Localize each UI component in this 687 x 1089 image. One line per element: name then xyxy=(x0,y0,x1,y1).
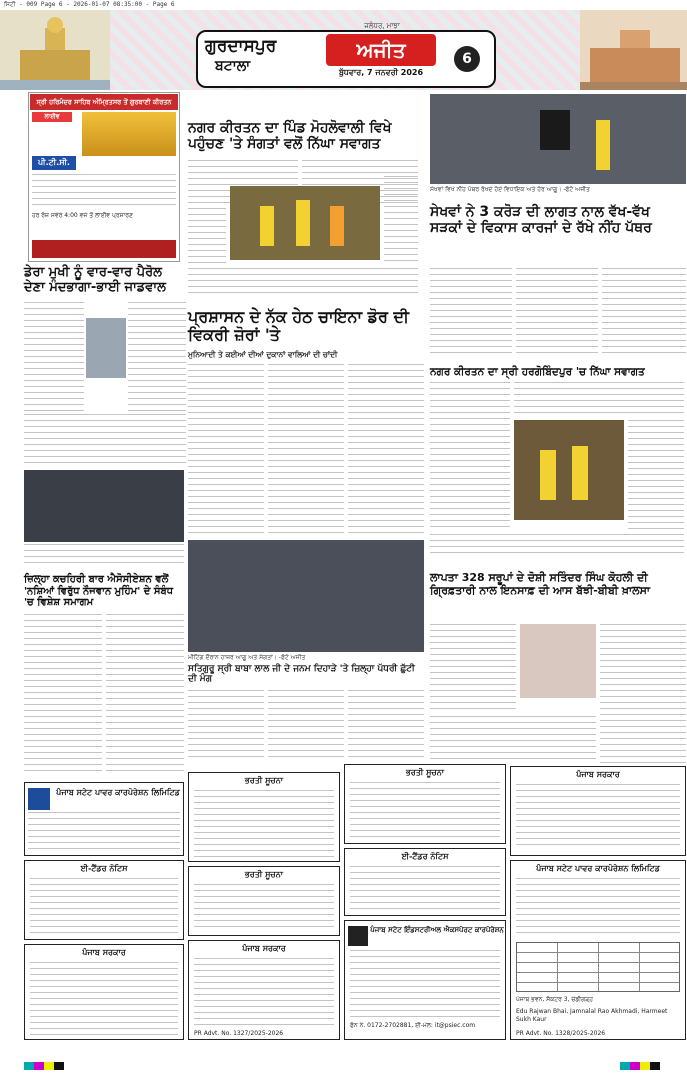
page-number-badge: 6 xyxy=(454,46,480,72)
psiec-body xyxy=(350,950,500,1020)
headline-sekhwan-roads: ਸੇਖਵਾਂ ਨੇ 3 ਕਰੋੜ ਦੀ ਲਾਗਤ ਨਾਲ ਵੱਖ-ਵੱਖ ਸੜਕਾਂ ਦੇ ਵਿਕਾਸ ਕਾਰਜਾਂ ਦੇ ਰੱਖੇ ਨੀਂਹ ਪੱਥਰ xyxy=(430,204,652,237)
tender-ad-left-2-body xyxy=(30,962,178,1036)
pspcl-title: ਪੰਜਾਬ ਸਟੇਟ ਪਾਵਰ ਕਾਰਪੋਰੇਸ਼ਨ ਲਿਮਿਟਿਡ xyxy=(56,788,180,797)
headline-missing-saroops: ਲਾਪਤਾ 328 ਸਰੂਪਾਂ ਦੇ ਦੋਸ਼ੀ ਸਤਿੰਦਰ ਸਿੰਘ ਕੋਹਲੀ ਦੀ ਗ੍ਰਿਫ਼ਤਾਰੀ ਨਾਲ ਇਨਸਾਫ਼ ਦੀ ਆਸ ਬੱਝੀ-ਬੀਬੀ ਖ਼ਾਲਸਾ xyxy=(430,571,651,597)
headline-bar-association: ਜ਼ਿਲ੍ਹਾ ਕਚਹਿਰੀ ਬਾਰ ਐਸੋਸੀਏਸ਼ਨ ਵਲੋਂ 'ਨਸ਼ਿਆਂ ਵਿਰੁੱਧ ਨੌਜਵਾਨ ਮੁਹਿੰਮ' ਦੇ ਸੰਬੰਧ 'ਚ ਵਿਸ਼ੇਸ਼ ਸਮਾਗਮ xyxy=(24,574,174,608)
headline-baba-lal-holiday: ਸਤਿਗੁਰੂ ਸ੍ਰੀ ਬਾਬਾ ਲਾਲ ਜੀ ਦੇ ਜਨਮ ਦਿਹਾੜੇ 'ਤੇ ਜ਼ਿਲ੍ਹਾ ਪੱਧਰੀ ਛੁੱਟੀ ਦੀ ਮੰਗ xyxy=(188,664,415,685)
psiec-title: ਪੰਜਾਬ ਸਟੇਟ ਇੰਡਸਟਰੀਅਲ ਐਕਸਪੋਰਟ ਕਾਰਪੋਰੇਸ਼ਨ xyxy=(370,926,504,934)
panj-pyare-2 xyxy=(572,446,588,500)
recruitment-ad-2-title: ਭਰਤੀ ਸੂਚਨਾ xyxy=(244,870,284,879)
article-a1-col5 xyxy=(188,268,418,298)
pspcl-right-ad-table xyxy=(516,942,680,992)
article-a3-col3 xyxy=(602,268,686,358)
article-dera-col2 xyxy=(128,302,186,412)
masthead-tagline: ਜਲੰਧਰ, ਮਾਝਾ xyxy=(364,22,400,30)
ptc-logo: ਪੀ.ਟੀ.ਸੀ. xyxy=(32,156,76,170)
article-a4-col2 xyxy=(268,364,344,534)
psiec-contact: ਫੋਨ ਨੰ. 0172-2702881, ਈ-ਮੇਲ: it@psiec.com xyxy=(350,1022,476,1029)
subhead-china-dor: ਮੁਨਿਆਦੀ ਤੇ ਕਈਆਂ ਦੀਆਂ ਦੁਕਾਨਾਂ ਵਾਲਿਆਂ ਦੀ ਚਾਂਦੀ xyxy=(188,350,338,359)
ptc-ad-footer xyxy=(32,240,176,258)
color-registration-bar-right xyxy=(620,1062,660,1070)
punjab-govt-ad-right-body xyxy=(516,784,680,850)
article-a3-col2 xyxy=(516,268,598,358)
article-a5-col2 xyxy=(514,382,684,418)
headline-china-dor: ਪ੍ਰਸ਼ਾਸਨ ਦੇ ਨੱਕ ਹੇਠ ਚਾਇਨਾ ਡੋਰ ਦੀ ਵਿਕਰੀ ਜ਼ੋਰਾਂ 'ਤੇ xyxy=(188,307,409,345)
headline-nagar-kirtan-moholowali: ਨਗਰ ਕੀਰਤਨ ਦਾ ਪਿੰਡ ਮੋਹਲੋਵਾਲੀ ਵਿਖੇ ਪਹੁੰਚਣ 'ਤੇ ਸੰਗਤਾਂ ਵਲੋਂ ਨਿੱਘਾ ਸਵਾਗਤ xyxy=(188,120,392,153)
bharti-suchna-ad-title: ਭਰਤੀ ਸੂਚਨਾ xyxy=(405,768,445,777)
article-dera-col3 xyxy=(24,414,186,464)
foundation-stone xyxy=(540,110,570,150)
article-a1-col3 xyxy=(188,208,226,264)
ptc-ad-text xyxy=(32,174,176,210)
color-registration-bar xyxy=(24,1062,64,1070)
bharti-suchna-ad-body xyxy=(350,782,500,840)
sekhwan-photo-caption: ਸੇਖਵਾਂ ਵਿਖੇ ਨੀਂਹ ਪੱਥਰ ਰੱਖਦੇ ਹੋਏ ਵਿਧਾਇਕ ਅਤੇ ਹੋਰ ਆਗੂ। -ਫੋਟੋ ਅਜੀਤ xyxy=(430,186,590,193)
meeting-photo-caption xyxy=(24,544,184,568)
pspcl-body xyxy=(28,812,180,852)
pspcl-right-ad-title: ਪੰਜਾਬ ਸਟੇਟ ਪਾਵਰ ਕਾਰਪੋਰੇਸ਼ਨ ਲਿਮਿਟਿਡ xyxy=(536,864,660,873)
headline-nagar-kirtan-hargobindpur: ਨਗਰ ਕੀਰਤਨ ਦਾ ਸ੍ਰੀ ਹਰਗੋਬਿੰਦਪੁਰ 'ਚ ਨਿੱਘਾ ਸਵਾਗਤ xyxy=(430,366,645,378)
tender-ad-left-1-title: ਈ-ਟੈਂਡਰ ਨੋਟਿਸ xyxy=(80,864,128,873)
sangat-figure-3 xyxy=(330,206,344,246)
article-a8-col2 xyxy=(268,690,344,760)
punjab-govt-ad-center-advt-no: PR Advt. No. 1327/2025-2026 xyxy=(194,1030,284,1037)
group-photo-baba-lal xyxy=(188,540,424,652)
article-a5-col1 xyxy=(430,382,510,532)
article-a5-footer xyxy=(430,534,684,558)
panj-pyare-1 xyxy=(540,450,556,500)
ptc-ad-time: ਹਰ ਰੋਜ਼ ਸਵੇਰੇ 4:00 ਵਜੇ ਤੋਂ ਲਾਈਵ ਪ੍ਰਸਾਰਣ xyxy=(32,212,133,219)
recruitment-ad-1-title: ਭਰਤੀ ਸੂਚਨਾ xyxy=(244,776,284,785)
headline-dera-parole: ਡੇਰਾ ਮੁਖੀ ਨੂੰ ਵਾਰ-ਵਾਰ ਪੈਰੋਲ ਦੇਣਾ ਮੰਦਭਾਗਾ-ਭਾਈ ਜਾਡਵਾਲ xyxy=(24,265,166,295)
golden-temple-photo xyxy=(82,112,176,156)
article-a7-col2 xyxy=(430,716,596,764)
portrait-photo xyxy=(86,318,126,378)
article-a7-col1 xyxy=(430,624,516,714)
pspcl-logo xyxy=(28,788,50,810)
golden-temple-illustration xyxy=(0,10,110,90)
punjab-govt-ad-center-body xyxy=(194,958,334,1028)
sangat-figure-1 xyxy=(260,206,274,246)
masthead-subcity: ਬਟਾਲਾ xyxy=(215,58,251,74)
print-info-line: ਸਿਟੀ - 009 Page 6 - 2026-01-07 08:35:00 - Page 6 xyxy=(4,1,175,8)
group-photo-caption: ਮੀਟਿੰਗ ਦੌਰਾਨ ਹਾਜ਼ਰ ਆਗੂ ਅਤੇ ਸੰਗਤਾਂ। -ਫੋਟੋ ਅਜੀਤ xyxy=(188,654,306,661)
punjab-bhawan: ਪੰਜਾਬ ਭਵਨ, ਸੈਕਟਰ 3, ਚੰਡੀਗੜ੍ਹ xyxy=(516,996,593,1003)
meeting-photo xyxy=(24,470,184,542)
article-bar-col2 xyxy=(106,614,184,774)
pr-advt-right: PR Advt. No. 1328/2025-2026 xyxy=(516,1030,606,1037)
article-a4-col1 xyxy=(188,364,264,534)
psiec-logo xyxy=(348,926,368,946)
masthead-date: ਬੁੱਧਵਾਰ, 7 ਜਨਵਰੀ 2026 xyxy=(338,68,424,77)
tender-ad-left-2-title: ਪੰਜਾਬ ਸਰਕਾਰ xyxy=(82,948,126,957)
bibi-khalsa-portrait xyxy=(520,624,596,698)
ptc-ad-title: ਸ੍ਰੀ ਹਰਿਮੰਦਰ ਸਾਹਿਬ ਅੰਮ੍ਰਿਤਸਰ ਤੋਂ ਗੁਰਬਾਣੀ ਕੀਰਤਨ xyxy=(30,94,178,110)
nagar-kirtan-hargobindpur-photo xyxy=(514,420,624,520)
article-a7-col3 xyxy=(600,624,686,764)
article-a4-col3 xyxy=(348,364,424,534)
recruitment-ad-1-body xyxy=(194,790,334,858)
person-yellow xyxy=(596,120,610,170)
masthead-brand: ਅਜੀਤ xyxy=(326,34,436,66)
sangat-figure-2 xyxy=(296,200,310,246)
punjab-govt-ad-center-title: ਪੰਜਾਬ ਸਰਕਾਰ xyxy=(242,944,286,953)
article-bar-col1 xyxy=(24,614,102,774)
recruitment-ad-2-body xyxy=(194,884,334,932)
psiec-tender-ad-title: ਈ-ਟੈਂਡਰ ਨੋਟਿਸ xyxy=(401,852,449,861)
article-a8-col1 xyxy=(188,690,264,760)
psiec-tender-ad-body xyxy=(350,866,500,912)
article-dera-col1 xyxy=(24,302,84,412)
building-illustration xyxy=(580,10,687,90)
article-a5-col3 xyxy=(628,420,684,530)
ministry-text: Edu Rajwan Bhai, Jamnalal Rao Akhmadi, Harmeet Sukh Kaur xyxy=(516,1008,668,1023)
punjab-govt-ad-right-title: ਪੰਜਾਬ ਸਰਕਾਰ xyxy=(576,770,620,779)
article-a3-col1 xyxy=(430,268,512,358)
article-a1-col4 xyxy=(384,176,418,266)
tender-ad-left-1-body xyxy=(30,878,178,934)
ptc-live-badge: ਲਾਈਵ xyxy=(32,112,72,122)
pspcl-right-ad-body xyxy=(516,878,680,938)
masthead-city: ਗੁਰਦਾਸਪੁਰ xyxy=(205,36,277,56)
article-a8-col3 xyxy=(348,690,424,760)
